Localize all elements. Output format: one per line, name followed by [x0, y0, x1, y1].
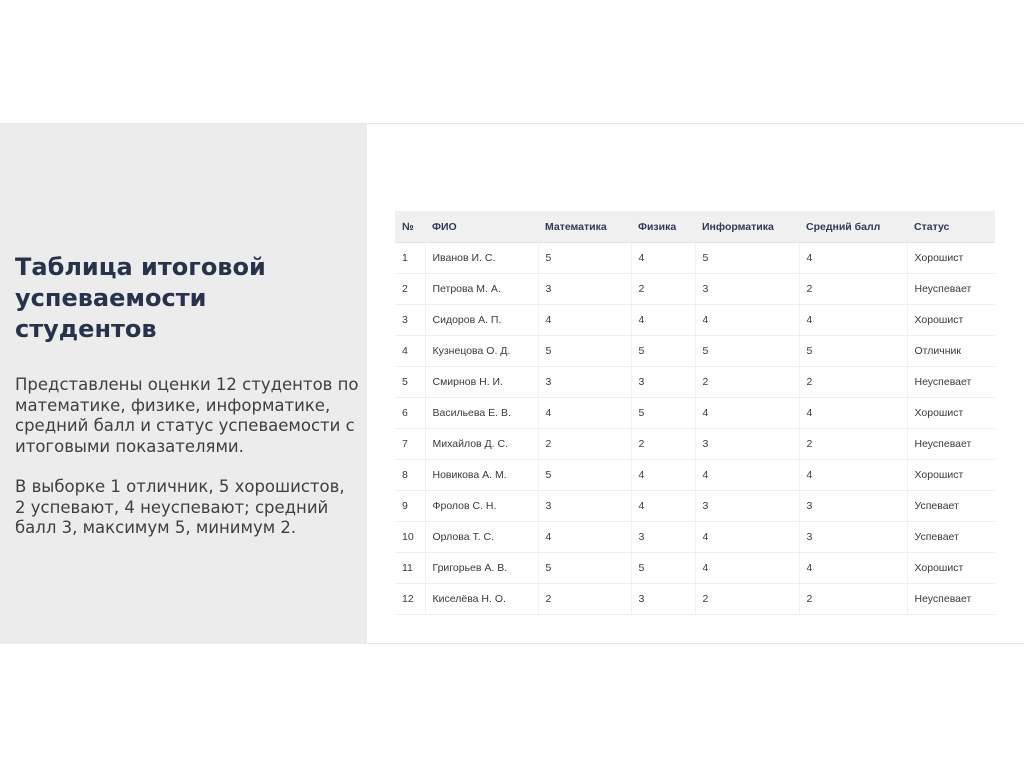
cell-col-physics: 4	[631, 491, 695, 522]
cell-col-status: Неуспевает	[907, 584, 995, 615]
slide	[0, 123, 1024, 644]
cell-col-math: 3	[538, 367, 631, 398]
cell-col-name: Иванов И. С.	[425, 243, 538, 274]
cell-col-name: Петрова М. А.	[425, 274, 538, 305]
cell-col-physics: 4	[631, 460, 695, 491]
table-row	[395, 460, 995, 491]
cell-col-average: 4	[799, 398, 907, 429]
cell-col-status: Неуспевает	[907, 429, 995, 460]
cell-col-status: Хорошист	[907, 398, 995, 429]
table-row	[395, 305, 995, 336]
header-col-status: Статус	[907, 211, 995, 243]
cell-col-physics: 4	[631, 305, 695, 336]
slide-title: Таблица итоговой успеваемости студентов	[15, 253, 266, 343]
cell-col-name: Фролов С. Н.	[425, 491, 538, 522]
cell-col-physics: 2	[631, 274, 695, 305]
cell-col-math: 4	[538, 305, 631, 336]
cell-col-status: Хорошист	[907, 243, 995, 274]
header-col-math: Математика	[538, 211, 631, 243]
cell-col-name: Смирнов Н. И.	[425, 367, 538, 398]
cell-col-name: Сидоров А. П.	[425, 305, 538, 336]
table-row	[395, 274, 995, 305]
cell-col-number: 3	[395, 305, 425, 336]
cell-col-informatics: 3	[695, 491, 799, 522]
cell-col-math: 4	[538, 398, 631, 429]
cell-col-number: 7	[395, 429, 425, 460]
cell-col-name: Киселёва Н. О.	[425, 584, 538, 615]
grades-table-container	[395, 211, 995, 615]
cell-col-informatics: 2	[695, 584, 799, 615]
cell-col-math: 3	[538, 274, 631, 305]
cell-col-informatics: 3	[695, 274, 799, 305]
cell-col-average: 5	[799, 336, 907, 367]
cell-col-number: 6	[395, 398, 425, 429]
cell-col-average: 2	[799, 274, 907, 305]
table-row	[395, 553, 995, 584]
cell-col-name: Михайлов Д. С.	[425, 429, 538, 460]
table-body	[395, 243, 995, 615]
header-col-physics: Физика	[631, 211, 695, 243]
cell-col-number: 1	[395, 243, 425, 274]
table-row	[395, 584, 995, 615]
cell-col-status: Успевает	[907, 522, 995, 553]
cell-col-name: Васильева Е. В.	[425, 398, 538, 429]
table-row	[395, 429, 995, 460]
cell-col-informatics: 5	[695, 243, 799, 274]
table-row	[395, 367, 995, 398]
cell-col-number: 2	[395, 274, 425, 305]
cell-col-math: 5	[538, 460, 631, 491]
cell-col-math: 2	[538, 584, 631, 615]
table-row	[395, 522, 995, 553]
cell-col-average: 4	[799, 460, 907, 491]
cell-col-average: 2	[799, 584, 907, 615]
cell-col-informatics: 4	[695, 522, 799, 553]
cell-col-physics: 3	[631, 584, 695, 615]
cell-col-math: 2	[538, 429, 631, 460]
cell-col-informatics: 5	[695, 336, 799, 367]
cell-col-physics: 5	[631, 398, 695, 429]
description-paragraph-1: Представлены оценки 12 студентов по математике, физике, информатике, средний балл и статус успеваемости с итоговыми показателями.	[15, 375, 359, 456]
header-col-name: ФИО	[425, 211, 538, 243]
cell-col-number: 10	[395, 522, 425, 553]
cell-col-average: 4	[799, 553, 907, 584]
cell-col-status: Отличник	[907, 336, 995, 367]
cell-col-name: Григорьев А. В.	[425, 553, 538, 584]
table-row	[395, 336, 995, 367]
cell-col-math: 5	[538, 336, 631, 367]
cell-col-number: 12	[395, 584, 425, 615]
cell-col-name: Орлова Т. С.	[425, 522, 538, 553]
cell-col-average: 2	[799, 429, 907, 460]
cell-col-name: Кузнецова О. Д.	[425, 336, 538, 367]
cell-col-physics: 4	[631, 243, 695, 274]
cell-col-number: 5	[395, 367, 425, 398]
header-col-average: Средний балл	[799, 211, 907, 243]
cell-col-number: 4	[395, 336, 425, 367]
cell-col-status: Хорошист	[907, 460, 995, 491]
cell-col-physics: 5	[631, 553, 695, 584]
cell-col-informatics: 4	[695, 460, 799, 491]
cell-col-math: 3	[538, 491, 631, 522]
cell-col-math: 5	[538, 553, 631, 584]
cell-col-math: 5	[538, 243, 631, 274]
cell-col-informatics: 3	[695, 429, 799, 460]
cell-col-informatics: 4	[695, 553, 799, 584]
cell-col-number: 9	[395, 491, 425, 522]
cell-col-status: Неуспевает	[907, 367, 995, 398]
table-row	[395, 491, 995, 522]
cell-col-math: 4	[538, 522, 631, 553]
cell-col-average: 3	[799, 491, 907, 522]
cell-col-status: Неуспевает	[907, 274, 995, 305]
cell-col-number: 8	[395, 460, 425, 491]
grades-table	[395, 211, 995, 615]
slide-description	[15, 375, 360, 539]
cell-col-physics: 3	[631, 522, 695, 553]
cell-col-informatics: 4	[695, 398, 799, 429]
cell-col-status: Хорошист	[907, 553, 995, 584]
left-panel	[0, 124, 367, 643]
cell-col-physics: 5	[631, 336, 695, 367]
cell-col-physics: 3	[631, 367, 695, 398]
cell-col-average: 4	[799, 243, 907, 274]
cell-col-status: Успевает	[907, 491, 995, 522]
header-col-number: №	[395, 211, 425, 243]
cell-col-name: Новикова А. М.	[425, 460, 538, 491]
table-row	[395, 243, 995, 274]
cell-col-physics: 2	[631, 429, 695, 460]
cell-col-average: 3	[799, 522, 907, 553]
cell-col-average: 4	[799, 305, 907, 336]
cell-col-informatics: 2	[695, 367, 799, 398]
description-paragraph-2: В выборке 1 отличник, 5 хорошистов, 2 успевают, 4 неуспевают; средний балл 3, максимум 5, минимум 2.	[15, 477, 345, 537]
table-row	[395, 398, 995, 429]
cell-col-status: Хорошист	[907, 305, 995, 336]
table-header-row	[395, 211, 995, 243]
cell-col-number: 11	[395, 553, 425, 584]
cell-col-average: 2	[799, 367, 907, 398]
header-col-informatics: Информатика	[695, 211, 799, 243]
cell-col-informatics: 4	[695, 305, 799, 336]
